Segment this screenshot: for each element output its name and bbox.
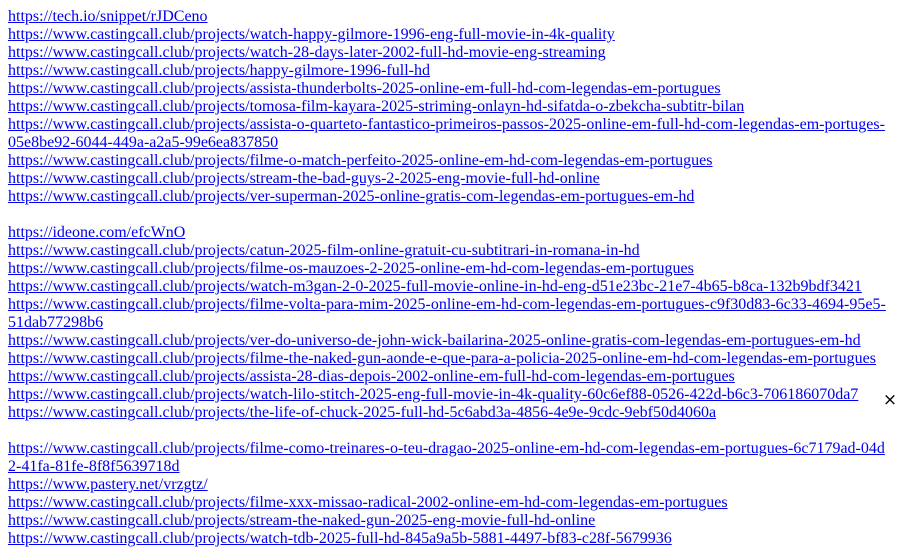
link-item[interactable]: https://www.castingcall.club/projects/filme-o-match-perfeito-2025-online-em-hd-com-legendas-em-portugues xyxy=(8,152,713,169)
link-row xyxy=(8,386,892,404)
link-row xyxy=(8,332,892,350)
link-row xyxy=(8,26,892,44)
link-row xyxy=(8,278,892,296)
link-item[interactable]: https://www.castingcall.club/projects/assista-o-quarteto-fantastico-primeiros-passos-2025-online-em-full-hd-com-legendas-em-portuges-05e8be92-6044-449a-a2a5-99e6ea837850 xyxy=(8,116,885,151)
link-item[interactable]: https://www.castingcall.club/projects/filme-os-mauzoes-2-2025-online-em-hd-com-legendas-em-portugues xyxy=(8,260,694,277)
link-row xyxy=(8,80,892,98)
link-item[interactable]: https://www.pastery.net/vrzgtz/ xyxy=(8,476,208,493)
link-row xyxy=(8,188,892,206)
link-row xyxy=(8,152,892,170)
link-item[interactable]: https://www.castingcall.club/projects/tomosa-film-kayara-2025-striming-onlayn-hd-sifatda-o-zbekcha-subtitr-bilan xyxy=(8,98,745,115)
blank-line xyxy=(8,206,892,224)
link-item[interactable]: https://www.castingcall.club/projects/stream-the-naked-gun-2025-eng-movie-full-hd-online xyxy=(8,512,596,529)
link-row xyxy=(8,476,892,494)
link-item[interactable]: https://www.castingcall.club/projects/filme-volta-para-mim-2025-online-em-hd-com-legendas-em-portugues-c9f30d83-6c33-4694-95e5-51dab77298b6 xyxy=(8,296,886,331)
link-item[interactable]: https://www.castingcall.club/projects/watch-happy-gilmore-1996-eng-full-movie-in-4k-quality xyxy=(8,26,615,43)
link-row xyxy=(8,440,892,476)
link-item[interactable]: https://www.castingcall.club/projects/stream-the-bad-guys-2-2025-eng-movie-full-hd-online xyxy=(8,170,600,187)
link-item[interactable]: https://ideone.com/efcWnO xyxy=(8,224,186,241)
link-row xyxy=(8,62,892,80)
link-row xyxy=(8,242,892,260)
link-row xyxy=(8,296,892,332)
link-item[interactable]: https://www.castingcall.club/projects/assista-thunderbolts-2025-online-em-full-hd-com-legendas-em-portugues xyxy=(8,80,721,97)
link-item[interactable]: https://www.castingcall.club/projects/ver-do-universo-de-john-wick-bailarina-2025-online-gratis-com-legendas-em-portugues-em-hd xyxy=(8,332,861,349)
link-row xyxy=(8,512,892,530)
link-item[interactable]: https://www.castingcall.club/projects/filme-xxx-missao-radical-2002-online-em-hd-com-legendas-em-portugues xyxy=(8,494,728,511)
link-item[interactable]: https://www.castingcall.club/projects/watch-28-days-later-2002-full-hd-movie-eng-streaming xyxy=(8,44,606,61)
link-row xyxy=(8,350,892,368)
link-item[interactable]: https://www.castingcall.club/projects/ver-superman-2025-online-gratis-com-legendas-em-portugues-em-hd xyxy=(8,188,695,205)
link-row xyxy=(8,44,892,62)
close-icon[interactable]: × xyxy=(882,390,898,410)
link-item[interactable]: https://www.castingcall.club/projects/happy-gilmore-1996-full-hd xyxy=(8,62,430,79)
link-row xyxy=(8,404,892,422)
link-item[interactable]: https://www.castingcall.club/projects/assista-28-dias-depois-2002-online-em-full-hd-com-legendas-em-portugues xyxy=(8,368,735,385)
link-item[interactable]: https://www.castingcall.club/projects/filme-como-treinares-o-teu-dragao-2025-online-em-hd-com-legendas-em-portugues-6c7179ad-04d2-41fa-81fe-8f8f5639718d xyxy=(8,440,885,475)
link-row xyxy=(8,170,892,188)
link-list xyxy=(8,8,892,548)
link-row xyxy=(8,260,892,278)
link-row xyxy=(8,224,892,242)
link-item[interactable]: https://www.castingcall.club/projects/catun-2025-film-online-gratuit-cu-subtitrari-in-romana-in-hd xyxy=(8,242,640,259)
link-row xyxy=(8,116,892,152)
link-row xyxy=(8,368,892,386)
link-item[interactable]: https://tech.io/snippet/rJDCeno xyxy=(8,8,208,25)
link-row xyxy=(8,494,892,512)
link-row xyxy=(8,8,892,26)
link-row xyxy=(8,98,892,116)
link-item[interactable]: https://www.castingcall.club/projects/watch-m3gan-2-0-2025-full-movie-online-in-hd-eng-d51e23bc-21e7-4b65-b8ca-132b9bdf3421 xyxy=(8,278,862,295)
blank-line xyxy=(8,422,892,440)
link-row xyxy=(8,530,892,548)
link-item[interactable]: https://www.castingcall.club/projects/watch-lilo-stitch-2025-eng-full-movie-in-4k-quality-60c6ef88-0526-422d-b6c3-706186070da7 xyxy=(8,386,859,403)
link-item[interactable]: https://www.castingcall.club/projects/the-life-of-chuck-2025-full-hd-5c6abd3a-4856-4e9e-9cdc-9ebf50d4060a xyxy=(8,404,717,421)
link-item[interactable]: https://www.castingcall.club/projects/watch-tdb-2025-full-hd-845a9a5b-5881-4497-bf83-c28f-5679936 xyxy=(8,530,672,547)
link-item[interactable]: https://www.castingcall.club/projects/filme-the-naked-gun-aonde-e-que-para-a-policia-2025-online-em-hd-com-legendas-em-portugues xyxy=(8,350,876,367)
